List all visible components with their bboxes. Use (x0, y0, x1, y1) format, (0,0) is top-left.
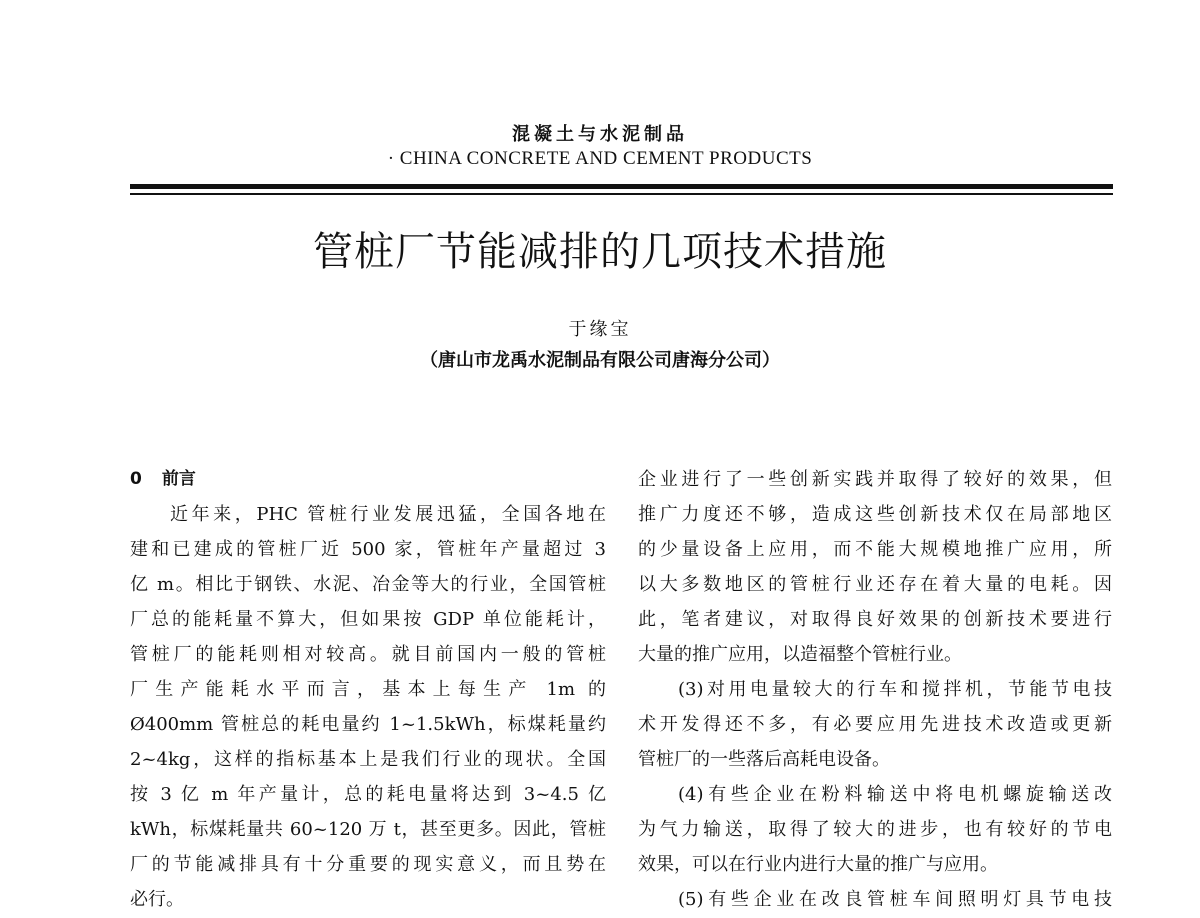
body-line: (5)有些企业在改良管桩车间照明灯具节电技 (678, 889, 1112, 910)
body-line: 近年来，PHC 管桩行业发展迅猛，全国各地在 (170, 504, 606, 525)
body-line: 厂生产能耗水平而言，基本上每生产 1m 的 (130, 679, 606, 700)
header-rule-thin (130, 193, 1113, 195)
section-number: 0 (130, 469, 142, 489)
right-column (638, 462, 1112, 917)
body-line: 此，笔者建议，对取得良好效果的创新技术要进行 (638, 609, 1112, 630)
body-line: 建和已建成的管桩厂近 500 家，管桩年产量超过 3 (130, 539, 606, 560)
left-column (130, 462, 606, 917)
body-line: 以大多数地区的管桩行业还存在着大量的电耗。因 (638, 574, 1112, 595)
journal-title-chinese: 混凝土与水泥制品 (512, 124, 688, 145)
body-line: 厂总的能耗量不算大，但如果按 GDP 单位能耗计， (130, 609, 606, 630)
article-title: 管桩厂节能减排的几项技术措施 (313, 229, 887, 275)
body-line: 效果，可以在行业内进行大量的推广与应用。 (638, 854, 998, 875)
body-line: 必行。 (130, 889, 184, 910)
body-line: 大量的推广应用，以造福整个管桩行业。 (638, 644, 962, 665)
body-line: (3)对用电量较大的行车和搅拌机，节能节电技 (678, 679, 1112, 700)
section-title: 前言 (161, 469, 196, 489)
article-author: 于缘宝 (568, 319, 632, 340)
body-line: 按 3 亿 m 年产量计，总的耗电量将达到 3~4.5 亿 (130, 784, 606, 805)
body-line: (4)有些企业在粉料输送中将电机螺旋输送改 (678, 784, 1112, 805)
body-line: 推广力度还不够，造成这些创新技术仅在局部地区 (638, 504, 1112, 525)
body-line: 企业进行了一些创新实践并取得了较好的效果，但 (638, 469, 1112, 490)
body-line: Ø400mm 管桩总的耗电量约 1~1.5kWh，标煤耗量约 (130, 714, 606, 735)
body-line: 2~4kg，这样的指标基本上是我们行业的现状。全国 (130, 749, 606, 770)
body-line: 的少量设备上应用，而不能大规模地推广应用，所 (638, 539, 1112, 560)
body-line: 管桩厂的一些落后高耗电设备。 (638, 749, 890, 770)
body-line: 管桩厂的能耗则相对较高。就目前国内一般的管桩 (130, 644, 606, 665)
body-line: 亿 m。相比于钢铁、水泥、冶金等大的行业，全国管桩 (130, 574, 606, 595)
section-heading (130, 462, 606, 497)
body-line: 厂的节能减排具有十分重要的现实意义，而且势在 (130, 854, 606, 875)
author-affiliation: （唐山市龙禹水泥制品有限公司唐海分公司） (420, 350, 780, 371)
body-line: 为气力输送，取得了较大的进步，也有较好的节电 (638, 819, 1112, 840)
body-line: 术开发得还不多，有必要应用先进技术改造或更新 (638, 714, 1112, 735)
body-line: kWh，标煤耗量共 60~120 万 t，甚至更多。因此，管桩 (130, 819, 606, 840)
header-rule-thick (130, 184, 1113, 189)
journal-title-english: · CHINA CONCRETE AND CEMENT PRODUCTS (387, 148, 813, 169)
